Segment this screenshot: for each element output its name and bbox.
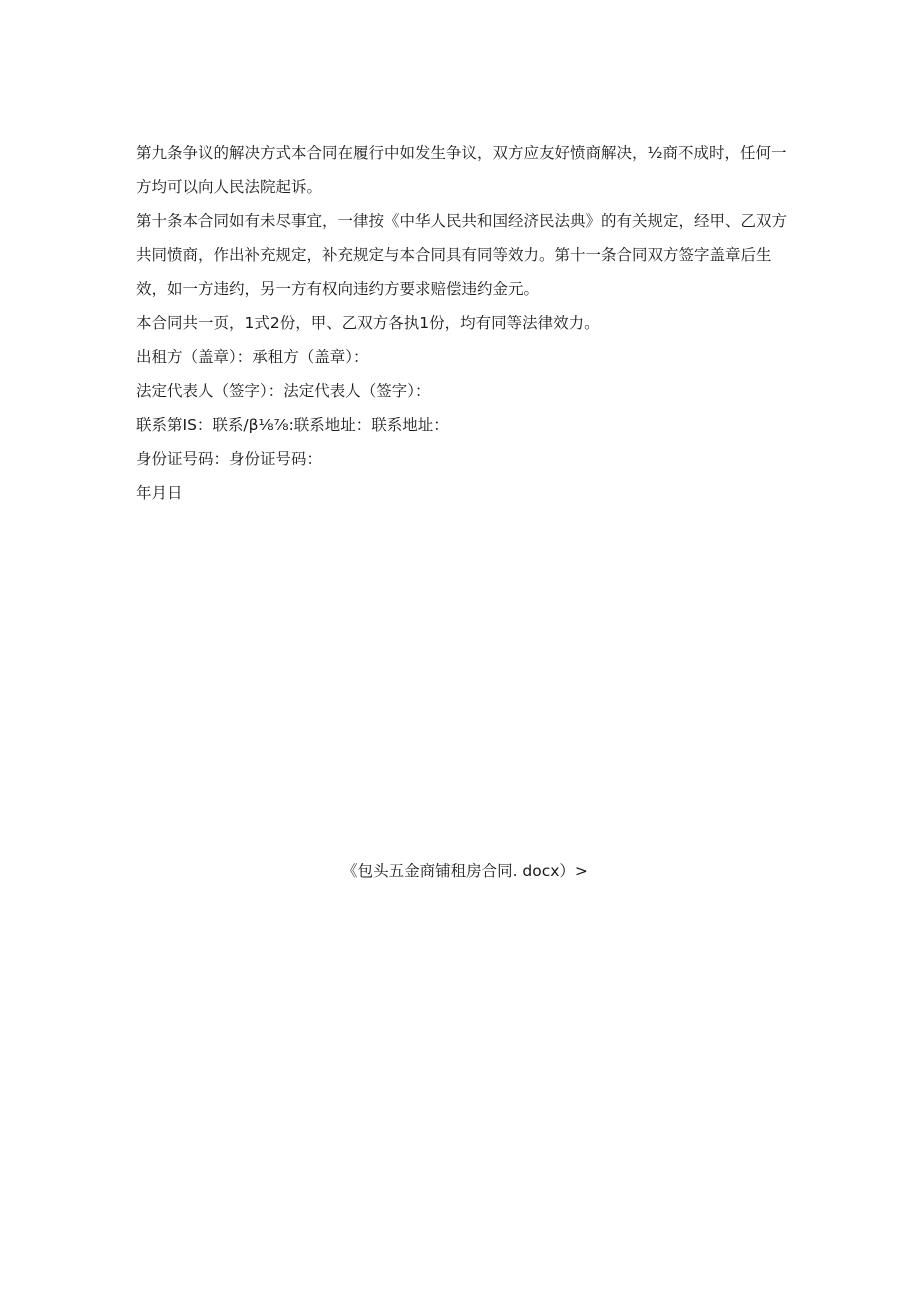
contact-line: 联系第IS：联系/β⅛⅞:联系地址：联系地址： <box>136 416 449 434</box>
id-number-line: 身份证号码：身份证号码： <box>136 450 323 468</box>
copies-statement: 本合同共一页，1式2份，甲、乙双方各执1份，均有同等法律效力。 <box>136 314 600 332</box>
seal-line: 出租方（盖章）：承租方（盖章）： <box>136 348 369 366</box>
date-line: 年月日 <box>136 484 183 502</box>
contract-body <box>136 136 796 510</box>
document-filename-reference: 《包头五金商铺租房合同. docx）> <box>342 862 588 880</box>
clause-10-11-supplementary-terms: 第十条本合同如有未尽事宜，一律按《中华人民共和国经济民法典》的有关规定，经甲、乙双方共同愤商，作出补充规定，补充规定与本合同具有同等效力。第十一条合同双方签字盖章后生效，如一方违约，另一方有权向违约方要求赔偿违约金元。 <box>136 212 788 298</box>
clause-9-dispute-resolution: 第九条争议的解决方式本合同在履行中如发生争议，双方应友好愤商解决，½商不成时，任何一方均可以向人民法院起诉。 <box>136 144 787 196</box>
legal-representative-signature-line: 法定代表人（签字）：法定代表人（签字）： <box>136 382 431 400</box>
